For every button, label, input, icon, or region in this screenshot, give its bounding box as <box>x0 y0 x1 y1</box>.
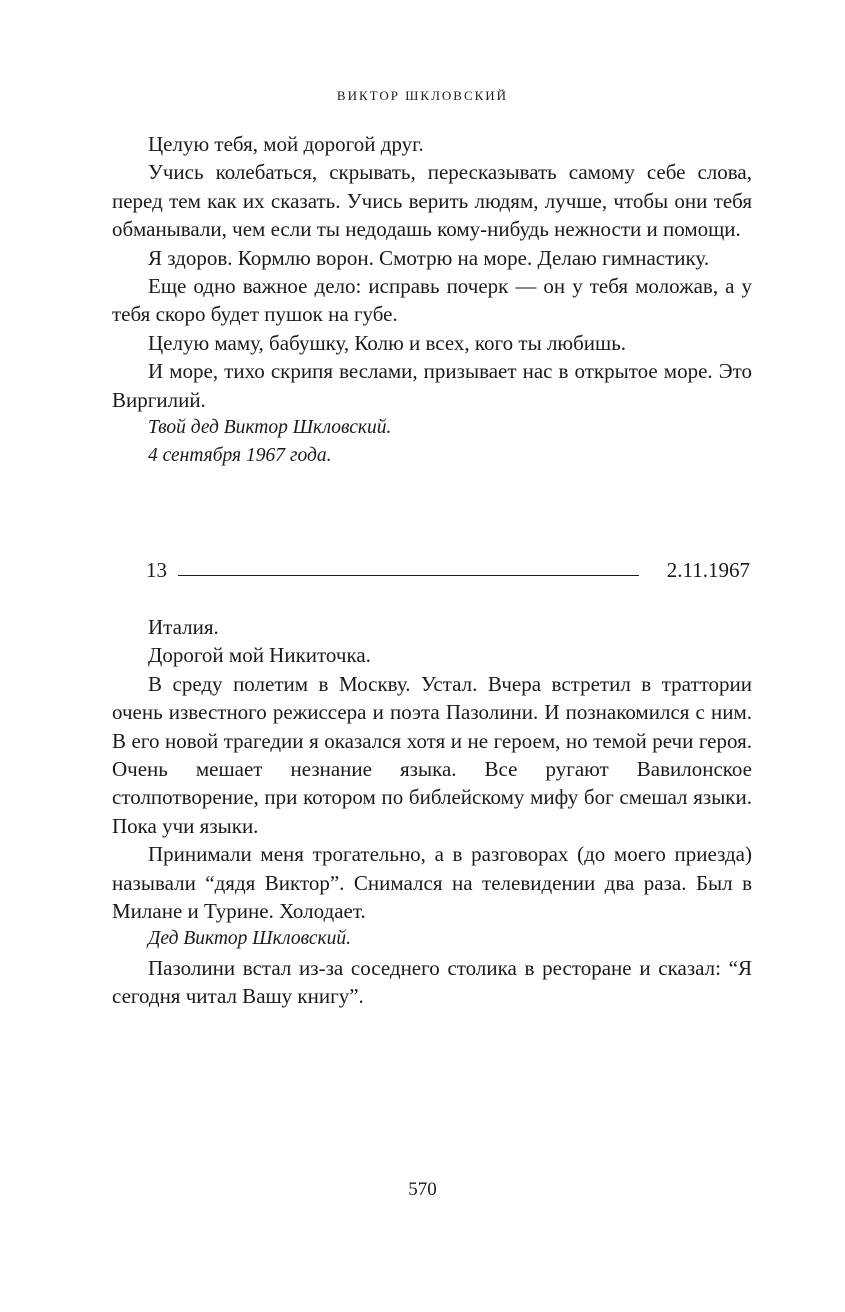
paragraph: Дорогой мой Никиточка. <box>148 643 371 668</box>
running-head: ВИКТОР ШКЛОВСКИЙ <box>336 88 509 103</box>
postscript: Пазолини встал из-за соседнего столика в ресторане и сказал: “Я сегодня читал Вашу книгу”. <box>112 955 752 1009</box>
paragraph: И море, тихо скрипя веслами, призывает нас в открытое море. Это Виргилий. <box>112 359 752 412</box>
section-date: 2.11.1967 <box>666 558 750 582</box>
section-divider-line <box>178 575 639 576</box>
page-number: 570 <box>408 1179 437 1200</box>
paragraph: Еще одно важное дело: исправь почерк — он у тебя моложав, а у тебя скоро будет пушок на губе. <box>112 274 752 327</box>
paragraph: Италия. <box>148 615 219 639</box>
paragraph: Учись колебаться, скрывать, пересказывать самому себе слова, перед тем как их сказать. Учись верить людям, лучше, чтобы они тебя обманывали, чем если ты недодашь кому-нибудь нежности и помощи. <box>112 160 752 242</box>
paragraph: Целую маму, бабушку, Колю и всех, кого ты любишь. <box>148 330 627 355</box>
paragraph: Целую тебя, мой дорогой друг. <box>148 132 424 156</box>
paragraph: Принимали меня трогательно, а в разговорах (до моего приезда) называли “дядя Виктор”. Снимался на телевидении два раза. Был в Милане и Турине. Холодает. <box>112 842 752 924</box>
signature: Дед Виктор Шкловский. <box>148 928 351 950</box>
section-number: 13 <box>146 558 167 582</box>
letter-date: 4 сентября 1967 года. <box>148 445 332 467</box>
paragraph: Я здоров. Кормлю ворон. Смотрю на море. Делаю гимнастику. <box>148 245 710 270</box>
paragraph: В среду полетим в Москву. Устал. Вчера встретил в траттории очень известного режиссера и поэта Пазолини. И познакомился с ним. В его новой трагедии я оказался хотя и не героем, но темой речи героя. Очень мешает незнание языка. Все ругают Вавилонское столпотворение, при котором по библейскому мифу бог смешал языки. Пока учи языки. <box>112 671 752 838</box>
signature: Твой дед Виктор Шкловский. <box>148 417 392 439</box>
letter-12-ending <box>112 130 752 471</box>
section-heading <box>146 558 752 588</box>
letter-13 <box>112 613 752 1011</box>
